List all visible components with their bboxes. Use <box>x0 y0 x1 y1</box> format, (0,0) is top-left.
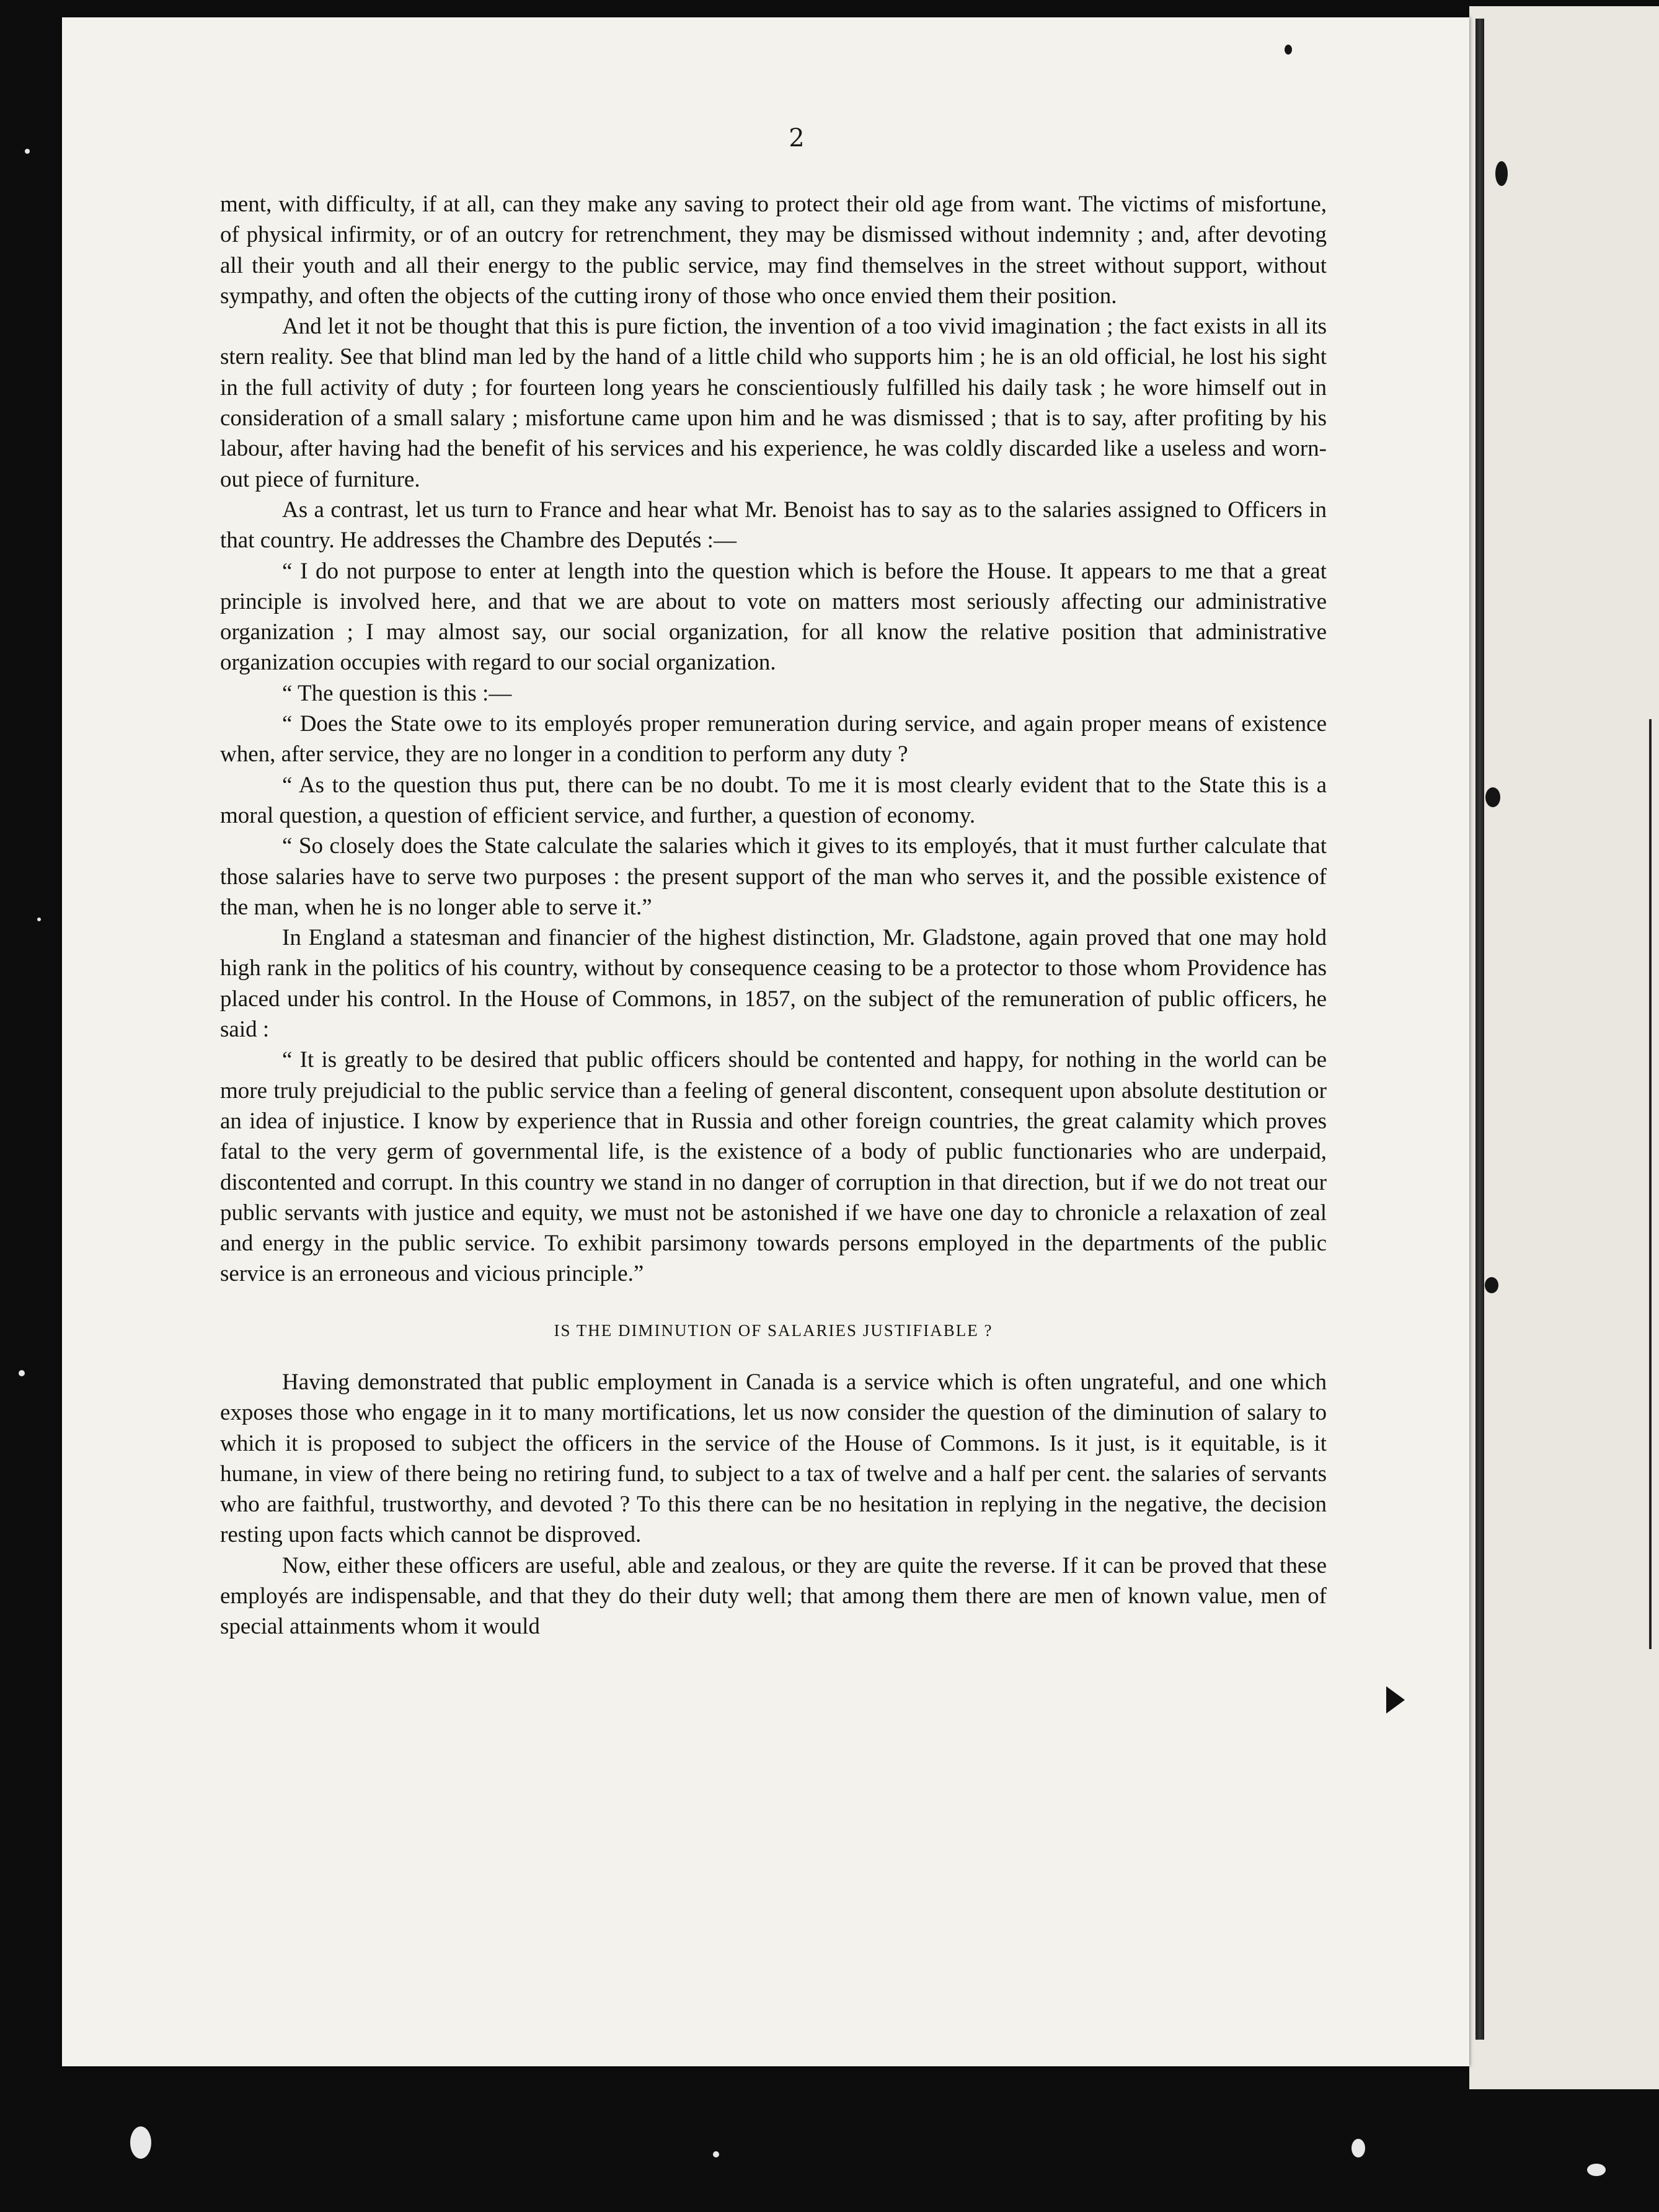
paragraph-9: In England a statesman and financier of the highest distinction, Mr. Gladstone, again proved that one may hold high rank in the politics of his country, without by consequence ceasing to be a protector to those whom Providence has placed under his control. In the House of Commons, in 1857, on the subject of the remuneration of public officers, he said : <box>220 925 1327 1043</box>
paragraph-12: Now, either these officers are useful, able and zealous, or they are quite the reverse. If it can be proved that these employés are indispensable, and that they do their duty well; that among them there are men of known value, men of special attainments whom it would <box>220 1552 1327 1640</box>
dust-speck <box>25 149 30 154</box>
adjacent-page-edge <box>1469 6 1659 2089</box>
dust-speck <box>1352 2139 1365 2157</box>
paragraph-5: “ The question is this :— <box>282 680 512 706</box>
paragraph-7: “ As to the question thus put, there can be no doubt. To me it is most clearly evident that to the State this is a moral question, a question of efficient service, and further, a question of economy. <box>220 772 1327 828</box>
paragraph-10: “ It is greatly to be desired that public officers should be contented and happy, for nothing in the world can be more truly prejudicial to the public service than a feeling of general discontent, consequent upon absolute destitution or an idea of injustice. I know by experience that in Russia and other foreign countries, the great calamity which proves fatal to the very germ of governmental life, is the existence of a body of public functionaries who are underpaid, discontented and corrupt. In this country we stand in no danger of corruption in that direction, but if we do not treat our public servants with justice and equity, we must not be astonished if we have one day to chronicle a relaxation of zeal and energy in the public service. To exhibit parsimony towards persons employed in the departments of the public service is an erroneous and vicious principle.” <box>220 1047 1327 1287</box>
margin-arrow-mark <box>1386 1686 1405 1714</box>
dust-speck <box>37 918 41 921</box>
ink-spot <box>1285 45 1292 55</box>
paragraph-6: “ Does the State owe to its employés proper remuneration during service, and again proper means of existence when, after service, they are no longer in a condition to perform any duty ? <box>220 711 1327 768</box>
dust-speck <box>130 2126 151 2159</box>
dust-speck <box>1587 2164 1606 2176</box>
section-heading: IS THE DIMINUTION OF SALARIES JUSTIFIABLE ? <box>554 1321 993 1340</box>
document-body <box>220 189 1327 1642</box>
dust-speck <box>19 1370 25 1376</box>
ink-spot <box>1485 787 1500 807</box>
ink-spot <box>1485 1277 1498 1293</box>
paragraph-8: “ So closely does the State calculate the salaries which it gives to its employés, that it must further calculate that those salaries have to serve two purposes : the present support of the man who serves it, and the possible existence of the man, when he is no longer able to serve it.” <box>220 833 1327 920</box>
binding-gutter <box>1475 19 1484 2040</box>
paragraph-11: Having demonstrated that public employment in Canada is a service which is often ungrateful, and one which exposes those who engage in it to many mortifications, let us now consider the question of the diminution of salary to which it is proposed to subject the officers in the service of the House of Commons. Is it just, is it equitable, is it humane, in view of there being no retiring fund, to subject to a tax of twelve and a half per cent. the salaries of servants who are faithful, trustworthy, and devoted ? To this there can be no hesitation in replying in the negative, the decision resting upon facts which cannot be disproved. <box>220 1369 1327 1548</box>
paragraph-3: As a contrast, let us turn to France and hear what Mr. Benoist has to say as to the salaries assigned to Officers in that country. He addresses the Chambre des Deputés :— <box>220 497 1327 554</box>
dust-speck <box>713 2151 719 2157</box>
paragraph-1: ment, with difficulty, if at all, can they make any saving to protect their old age from want. The victims of misfortune, of physical infirmity, or of an outcry for retrenchment, they may be dismissed without indemnity ; and, after devoting all their youth and all their energy to the public service, may find themselves in the street without support, without sympathy, and often the objects of the cutting irony of those who once envied them their position. <box>220 192 1327 309</box>
paragraph-2: And let it not be thought that this is pure fiction, the invention of a too vivid imagination ; the fact exists in all its stern reality. See that blind man led by the hand of a little child who supports him ; he is an old official, he lost his sight in the full activity of duty ; for fourteen long years he conscientiously fulfilled his daily task ; he wore himself out in consideration of a small salary ; misfortune came upon him and he was dismissed ; that is to say, after profiting by his labour, after having had the benefit of his services and his experience, he was coldly discarded like a useless and worn-out piece of furniture. <box>220 314 1327 492</box>
ink-spot <box>1495 161 1508 186</box>
page-edge-line <box>1649 719 1652 1649</box>
paragraph-4: “ I do not purpose to enter at length into the question which is before the House. It appears to me that a great principle is involved here, and that we are about to vote on matters most seriously affecting our administrative organization ; I may almost say, our social organization, for all know the relative position that administrative organization occupies with regard to our social organization. <box>220 558 1327 676</box>
page-number: 2 <box>789 124 805 153</box>
